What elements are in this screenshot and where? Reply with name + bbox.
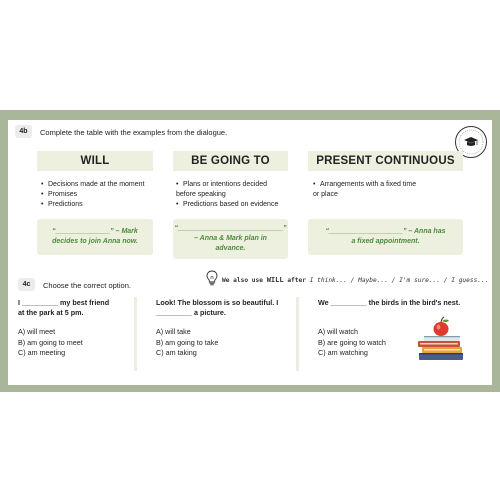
option-c[interactable]: C) am taking [156,348,197,357]
option-b[interactable]: B) are going to watch [318,337,386,347]
list-item: • Predictions [41,201,83,208]
option-a[interactable]: A) will take [156,327,191,336]
option-b[interactable]: B) am going to meet [18,337,83,347]
section-4b-badge: 4b [15,125,32,138]
section-4c-badge: 4c [18,278,35,291]
option-a[interactable]: A) will meet [18,327,56,336]
question-2-stem-line2: _________ a picture. [156,308,226,317]
question-1-stem-line1: I _________ my best friend [18,298,110,307]
option-c[interactable]: C) am meeting [18,348,66,357]
tip-keyword: WILL [266,276,284,284]
tip-phrases: I think... / Maybe... / I'm sure... / I guess... [309,277,489,284]
divider [296,297,299,371]
list-item: • Plans or intentions decided [176,181,268,188]
list-item: • Arrangements with a fixed time [313,181,417,188]
question-3-stem: We _________ the birds in the bird's nest. [318,298,461,307]
header-will: WILL [37,151,153,171]
section-4b-instruction: Complete the table with the examples from the dialogue. [40,128,228,137]
example-present-continuous-line2: a fixed appointment. [351,238,420,245]
header-be-going-to: BE GOING TO [173,151,288,171]
divider [134,297,137,371]
example-box-will[interactable] [37,219,153,255]
option-b[interactable]: B) am going to take [156,337,219,347]
example-going-to-line1: “___________________________” [174,225,287,232]
books-apple-icon [416,316,468,364]
will-uses-list [41,180,145,210]
question-2 [156,298,291,359]
will-tip [222,276,489,284]
question-2-stem-line1: Look! The blossom is so beautiful. I [156,298,279,307]
list-item-continuation: before speaking [176,191,226,198]
section-4c-instruction: Choose the correct option. [43,281,131,290]
option-a[interactable]: A) will watch [318,327,358,336]
list-item: • Decisions made at the moment [41,181,145,188]
example-present-continuous-line1: “___________________” – Anna has [325,228,446,235]
list-item-continuation: or place [313,191,338,198]
example-box-present-continuous[interactable] [308,219,463,255]
tip-prefix: We also use [222,277,263,284]
option-c[interactable]: C) am watching [318,348,368,357]
example-going-to-line2: – Anna & Mark plan in [194,235,267,242]
question-1 [18,298,133,359]
present-continuous-uses-list [313,180,416,200]
example-box-going-to[interactable] [173,219,288,259]
tip-middle: after [287,277,306,284]
header-present-continuous: PRESENT CONTINUOUS [308,151,463,171]
example-will-line2: decides to join Anna now. [52,238,138,245]
example-will-line1: “______________” – Mark [52,228,138,235]
question-1-stem-line2: at the park at 5 pm. [18,308,84,317]
list-item: • Promises [41,191,78,198]
example-going-to-line3: advance. [215,245,246,252]
list-item: • Predictions based on evidence [176,201,279,208]
going-to-uses-list [176,180,278,210]
lightbulb-icon [206,270,218,287]
